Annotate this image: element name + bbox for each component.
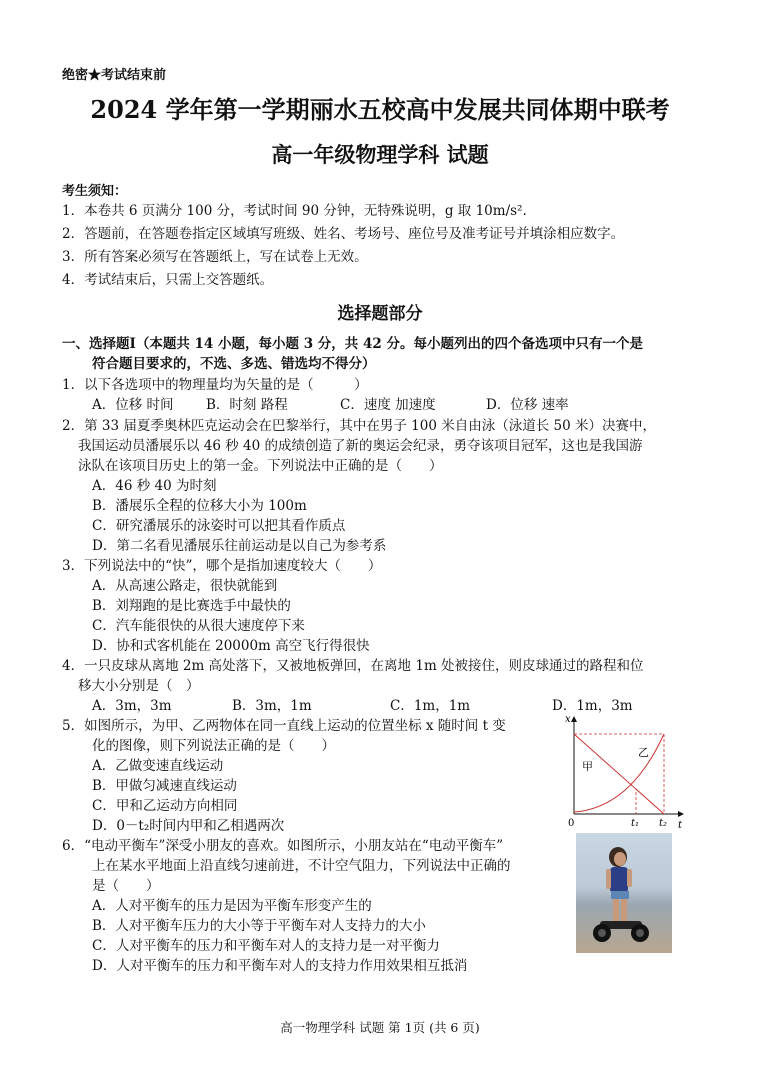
q1-option-d: D．位移 速率 bbox=[486, 397, 569, 413]
q1-option-b: B．时刻 路程 bbox=[206, 397, 288, 413]
q6-stem-line: 6．“电动平衡车”深受小朋友的喜欢。如图所示，小朋友站在“电动平衡车” bbox=[62, 838, 504, 854]
q1-option-c: C．速度 加速度 bbox=[340, 397, 436, 413]
q3-option-b: B．刘翔跑的是比赛选手中最快的 bbox=[92, 598, 291, 614]
part1-instructions-cont: 符合题目要求的，不选、多选、错选均不得分） bbox=[92, 356, 376, 372]
graph-jia-label: 甲 bbox=[582, 760, 593, 773]
graph-t2: t₂ bbox=[659, 818, 668, 829]
notice-item: 4．考试结束后，只需上交答题纸。 bbox=[62, 272, 274, 288]
section-title: 选择题部分 bbox=[337, 304, 423, 324]
q6-option-d: D．人对平衡车的压力和平衡车对人的支持力作用效果相互抵消 bbox=[92, 958, 468, 974]
q6-stem-line: 上在某水平地面上沿直线匀速前进，不计空气阻力，下列说法中正确的 bbox=[92, 858, 511, 874]
graph-yi-label: 乙 bbox=[638, 746, 649, 759]
q1-stem: 1．以下各选项中的物理量均为矢量的是（ ） bbox=[62, 377, 368, 393]
q5-stem-line: 5．如图所示，为甲、乙两物体在同一直线上运动的位置坐标 x 随时间 t 变 bbox=[62, 718, 506, 734]
q5-option-a: A．乙做变速直线运动 bbox=[92, 758, 224, 774]
balance-scooter-photo bbox=[576, 833, 672, 953]
graph-x-label: t bbox=[678, 820, 683, 830]
notice-heading: 考生须知： bbox=[62, 184, 128, 199]
q5-option-d: D．0－t₂时间内甲和乙相遇两次 bbox=[92, 818, 285, 834]
graph-origin: 0 bbox=[568, 818, 575, 829]
q4-option-d: D．1m，3m bbox=[552, 698, 633, 714]
secret-label: 绝密★考试结束前 bbox=[62, 68, 167, 83]
q4-option-a: A．3m，3m bbox=[92, 698, 172, 714]
q4-stem-line: 4．一只皮球从离地 2m 高处落下，又被地板弹回，在离地 1m 处被接住，则皮球通过的路程和位 bbox=[62, 658, 644, 674]
exam-title: 2024 学年第一学期丽水五校高中发展共同体期中联考 bbox=[90, 95, 670, 124]
q5-option-c: C．甲和乙运动方向相同 bbox=[92, 798, 238, 814]
q3-option-c: C．汽车能很快的从很大速度停下来 bbox=[92, 618, 305, 634]
q2-stem-line: 我国运动员潘展乐以 46 秒 40 的成绩创造了新的奥运会纪录，勇夺该项目冠军，这也是我国游 bbox=[78, 438, 643, 454]
q1-option-a: A．位移 时间 bbox=[92, 397, 174, 413]
q2-option-d: D．第二名看见潘展乐往前运动是以自己为参考系 bbox=[92, 538, 387, 554]
part1-instructions: 一、选择题Ⅰ（本题共 14 小题，每小题 3 分，共 42 分。每小题列出的四个备选项中只有一个是 bbox=[62, 336, 643, 352]
q6-option-b: B．人对平衡车压力的大小等于平衡车对人支持力的大小 bbox=[92, 918, 426, 934]
notice-item: 2．答题前，在答题卷指定区域填写班级、姓名、考场号、座位号及准考证号并填涂相应数字。 bbox=[62, 226, 625, 242]
notice-item: 1．本卷共 6 页满分 100 分，考试时间 90 分钟，无特殊说明，g 取 10m/s². bbox=[62, 203, 527, 219]
q3-stem: 3．下列说法中的“快”，哪个是指加速度较大（ ） bbox=[62, 558, 382, 574]
q4-option-c: C．1m，1m bbox=[390, 698, 471, 714]
q6-stem-line: 是（ ） bbox=[92, 878, 160, 894]
q2-option-a: A．46 秒 40 为时刻 bbox=[92, 478, 217, 494]
q3-option-d: D．协和式客机能在 20000m 高空飞行得很快 bbox=[92, 638, 370, 654]
graph-t1: t₁ bbox=[631, 818, 640, 829]
q3-option-a: A．从高速公路走，很快就能到 bbox=[92, 578, 278, 594]
exam-subtitle: 高一年级物理学科 试题 bbox=[271, 142, 489, 167]
q2-stem-line: 泳队在该项目历史上的第一金。下列说法中正确的是（ ） bbox=[78, 458, 443, 474]
q6-option-c: C．人对平衡车的压力和平衡车对人的支持力是一对平衡力 bbox=[92, 938, 440, 954]
q6-option-a: A．人对平衡车的压力是因为平衡车形变产生的 bbox=[92, 898, 372, 914]
graph-y-label: x bbox=[565, 714, 571, 725]
page-footer: 高一物理学科 试题 第 1页 (共 6 页) bbox=[280, 1020, 480, 1035]
notice-item: 3．所有答案必须写在答题纸上，写在试卷上无效。 bbox=[62, 249, 368, 265]
q5-position-time-graph bbox=[560, 712, 686, 830]
q5-option-b: B．甲做匀减速直线运动 bbox=[92, 778, 237, 794]
q2-option-c: C．研究潘展乐的泳姿时可以把其看作质点 bbox=[92, 518, 346, 534]
q5-stem-line: 化的图像，则下列说法正确的是（ ） bbox=[92, 738, 335, 754]
q4-option-b: B．3m，1m bbox=[232, 698, 312, 714]
q4-stem-line: 移大小分别是（ ） bbox=[78, 678, 200, 694]
q2-stem-line: 2．第 33 届夏季奥林匹克运动会在巴黎举行，其中在男子 100 米自由泳（泳道长 50 米）决赛中， bbox=[62, 418, 656, 434]
q2-option-b: B．潘展乐全程的位移大小为 100m bbox=[92, 498, 307, 514]
